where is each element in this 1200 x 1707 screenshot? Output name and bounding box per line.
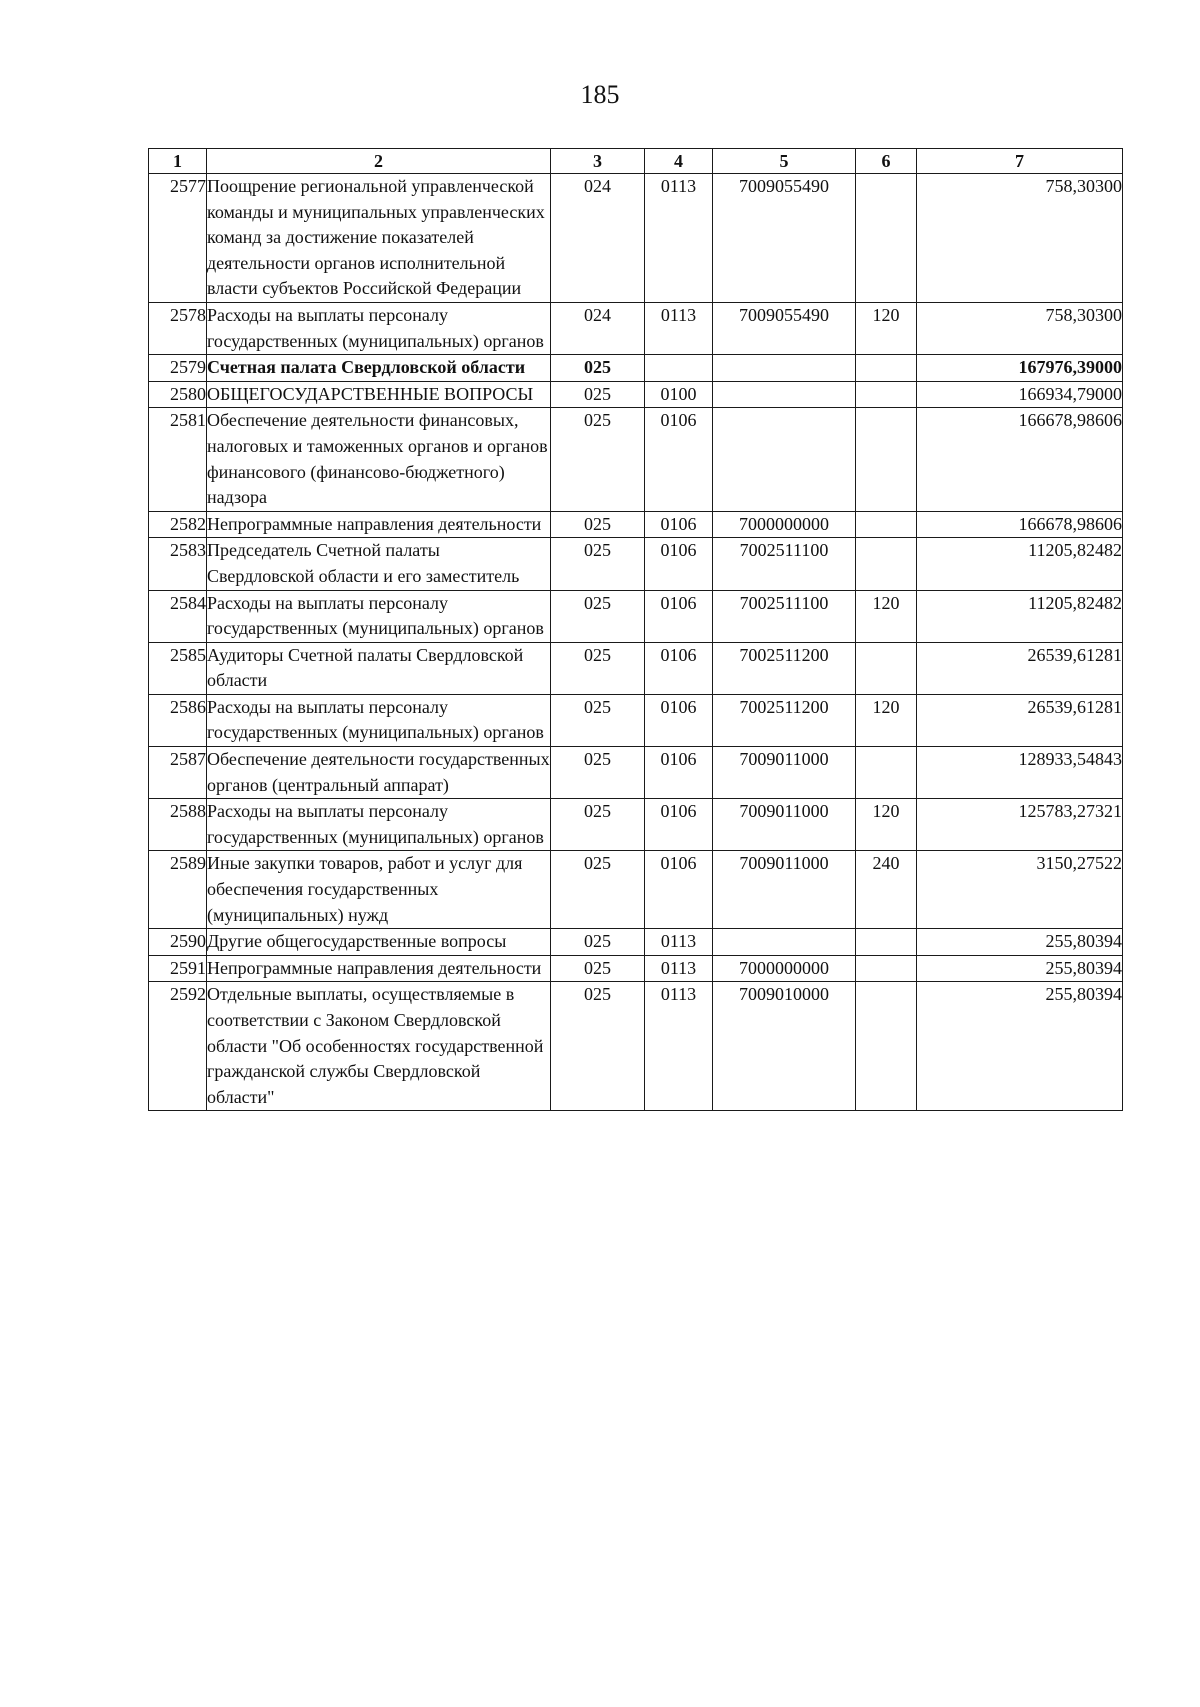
table-row: [149, 747, 1123, 799]
row-section-code-cell: 0106: [645, 799, 713, 851]
row-expense-type-cell: 120: [856, 302, 917, 354]
row-target-code-cell: 7000000000: [713, 955, 856, 982]
header-cell-6: 6: [856, 149, 917, 174]
table-row: [149, 538, 1123, 590]
row-number-cell: 2582: [149, 511, 207, 538]
row-name-cell: Расходы на выплаты персоналу государственных (муниципальных) органов: [207, 694, 551, 746]
row-number-cell: 2588: [149, 799, 207, 851]
row-amount-cell: 11205,82482: [917, 590, 1123, 642]
row-amount-cell: 26539,61281: [917, 642, 1123, 694]
row-expense-type-cell: [856, 538, 917, 590]
row-ved-code-cell: 025: [551, 851, 645, 929]
row-name-cell: Аудиторы Счетной палаты Свердловской области: [207, 642, 551, 694]
header-cell-4: 4: [645, 149, 713, 174]
header-cell-2: 2: [207, 149, 551, 174]
header-row: [149, 149, 1123, 174]
row-target-code-cell: [713, 355, 856, 382]
row-section-code-cell: 0113: [645, 982, 713, 1111]
row-name-cell: Поощрение региональной управленческой команды и муниципальных управленческих команд за достижение показателей деятельности органов исполнительной власти субъектов Российской Федерации: [207, 174, 551, 303]
row-amount-cell: 125783,27321: [917, 799, 1123, 851]
row-expense-type-cell: 120: [856, 799, 917, 851]
row-ved-code-cell: 025: [551, 381, 645, 408]
row-name-cell: Другие общегосударственные вопросы: [207, 929, 551, 956]
table-row: [149, 408, 1123, 511]
row-section-code-cell: 0106: [645, 538, 713, 590]
row-amount-cell: 128933,54843: [917, 747, 1123, 799]
row-name-cell: Иные закупки товаров, работ и услуг для обеспечения государственных (муниципальных) нужд: [207, 851, 551, 929]
row-amount-cell: 167976,39000: [917, 355, 1123, 382]
table-row: [149, 982, 1123, 1111]
row-name-cell: Расходы на выплаты персоналу государственных (муниципальных) органов: [207, 302, 551, 354]
row-number-cell: 2589: [149, 851, 207, 929]
row-number-cell: 2584: [149, 590, 207, 642]
row-section-code-cell: 0113: [645, 174, 713, 303]
row-name-cell: Отдельные выплаты, осуществляемые в соответствии с Законом Свердловской области "Об особенностях государственной гражданской службы Свердловской области": [207, 982, 551, 1111]
row-ved-code-cell: 025: [551, 511, 645, 538]
row-expense-type-cell: [856, 174, 917, 303]
row-section-code-cell: 0113: [645, 302, 713, 354]
row-ved-code-cell: 025: [551, 929, 645, 956]
row-name-cell: Счетная палата Свердловской области: [207, 355, 551, 382]
budget-table: [148, 148, 1123, 1111]
row-name-cell: Непрограммные направления деятельности: [207, 955, 551, 982]
table-row: [149, 955, 1123, 982]
row-ved-code-cell: 025: [551, 747, 645, 799]
table-row: [149, 511, 1123, 538]
row-target-code-cell: 7009011000: [713, 747, 856, 799]
row-section-code-cell: 0106: [645, 747, 713, 799]
row-ved-code-cell: 025: [551, 955, 645, 982]
row-number-cell: 2585: [149, 642, 207, 694]
row-amount-cell: 255,80394: [917, 929, 1123, 956]
row-number-cell: 2587: [149, 747, 207, 799]
row-ved-code-cell: 025: [551, 538, 645, 590]
row-name-cell: Обеспечение деятельности финансовых, налоговых и таможенных органов и органов финансового (финансово-бюджетного) надзора: [207, 408, 551, 511]
row-section-code-cell: 0106: [645, 642, 713, 694]
row-ved-code-cell: 025: [551, 799, 645, 851]
row-name-cell: Непрограммные направления деятельности: [207, 511, 551, 538]
row-target-code-cell: 7009011000: [713, 851, 856, 929]
table-row: [149, 381, 1123, 408]
row-expense-type-cell: [856, 982, 917, 1111]
row-target-code-cell: 7002511200: [713, 694, 856, 746]
row-number-cell: 2579: [149, 355, 207, 382]
row-name-cell: Председатель Счетной палаты Свердловской области и его заместитель: [207, 538, 551, 590]
row-amount-cell: 255,80394: [917, 955, 1123, 982]
row-name-cell: Обеспечение деятельности государственных органов (центральный аппарат): [207, 747, 551, 799]
table-body: [149, 174, 1123, 1111]
row-section-code-cell: 0106: [645, 694, 713, 746]
row-number-cell: 2577: [149, 174, 207, 303]
row-number-cell: 2583: [149, 538, 207, 590]
row-expense-type-cell: [856, 408, 917, 511]
row-section-code-cell: 0106: [645, 590, 713, 642]
table-row: [149, 355, 1123, 382]
row-target-code-cell: 7009055490: [713, 174, 856, 303]
header-cell-5: 5: [713, 149, 856, 174]
row-amount-cell: 166934,79000: [917, 381, 1123, 408]
row-ved-code-cell: 025: [551, 694, 645, 746]
row-number-cell: 2592: [149, 982, 207, 1111]
row-target-code-cell: 7009011000: [713, 799, 856, 851]
row-section-code-cell: 0106: [645, 851, 713, 929]
row-expense-type-cell: [856, 929, 917, 956]
table-row: [149, 851, 1123, 929]
row-section-code-cell: 0113: [645, 955, 713, 982]
row-expense-type-cell: [856, 511, 917, 538]
row-expense-type-cell: [856, 642, 917, 694]
page-number: 185: [580, 80, 620, 109]
table-row: [149, 174, 1123, 303]
row-section-code-cell: 0106: [645, 408, 713, 511]
row-target-code-cell: [713, 929, 856, 956]
row-amount-cell: 758,30300: [917, 302, 1123, 354]
row-number-cell: 2586: [149, 694, 207, 746]
row-name-cell: Расходы на выплаты персоналу государственных (муниципальных) органов: [207, 799, 551, 851]
row-amount-cell: 166678,98606: [917, 511, 1123, 538]
row-target-code-cell: 7009055490: [713, 302, 856, 354]
row-expense-type-cell: 240: [856, 851, 917, 929]
row-amount-cell: 3150,27522: [917, 851, 1123, 929]
header-cell-3: 3: [551, 149, 645, 174]
row-target-code-cell: 7000000000: [713, 511, 856, 538]
row-name-cell: ОБЩЕГОСУДАРСТВЕННЫЕ ВОПРОСЫ: [207, 381, 551, 408]
row-expense-type-cell: [856, 355, 917, 382]
row-expense-type-cell: [856, 747, 917, 799]
row-number-cell: 2581: [149, 408, 207, 511]
row-ved-code-cell: 025: [551, 408, 645, 511]
row-number-cell: 2578: [149, 302, 207, 354]
row-amount-cell: 255,80394: [917, 982, 1123, 1111]
row-expense-type-cell: 120: [856, 694, 917, 746]
row-section-code-cell: [645, 355, 713, 382]
row-expense-type-cell: 120: [856, 590, 917, 642]
table-row: [149, 694, 1123, 746]
row-expense-type-cell: [856, 955, 917, 982]
row-section-code-cell: 0100: [645, 381, 713, 408]
row-target-code-cell: [713, 408, 856, 511]
row-ved-code-cell: 025: [551, 590, 645, 642]
row-target-code-cell: 7009010000: [713, 982, 856, 1111]
row-target-code-cell: 7002511100: [713, 538, 856, 590]
table-row: [149, 642, 1123, 694]
row-amount-cell: 166678,98606: [917, 408, 1123, 511]
row-amount-cell: 758,30300: [917, 174, 1123, 303]
row-number-cell: 2580: [149, 381, 207, 408]
row-number-cell: 2590: [149, 929, 207, 956]
row-name-cell: Расходы на выплаты персоналу государственных (муниципальных) органов: [207, 590, 551, 642]
row-target-code-cell: [713, 381, 856, 408]
row-target-code-cell: 7002511100: [713, 590, 856, 642]
row-expense-type-cell: [856, 381, 917, 408]
row-number-cell: 2591: [149, 955, 207, 982]
row-ved-code-cell: 025: [551, 355, 645, 382]
row-ved-code-cell: 024: [551, 302, 645, 354]
table-row: [149, 590, 1123, 642]
header-cell-7: 7: [917, 149, 1123, 174]
header-cell-1: 1: [149, 149, 207, 174]
row-amount-cell: 11205,82482: [917, 538, 1123, 590]
row-target-code-cell: 7002511200: [713, 642, 856, 694]
table-row: [149, 929, 1123, 956]
row-ved-code-cell: 024: [551, 174, 645, 303]
row-section-code-cell: 0113: [645, 929, 713, 956]
row-section-code-cell: 0106: [645, 511, 713, 538]
table-row: [149, 302, 1123, 354]
row-amount-cell: 26539,61281: [917, 694, 1123, 746]
table-row: [149, 799, 1123, 851]
row-ved-code-cell: 025: [551, 982, 645, 1111]
row-ved-code-cell: 025: [551, 642, 645, 694]
